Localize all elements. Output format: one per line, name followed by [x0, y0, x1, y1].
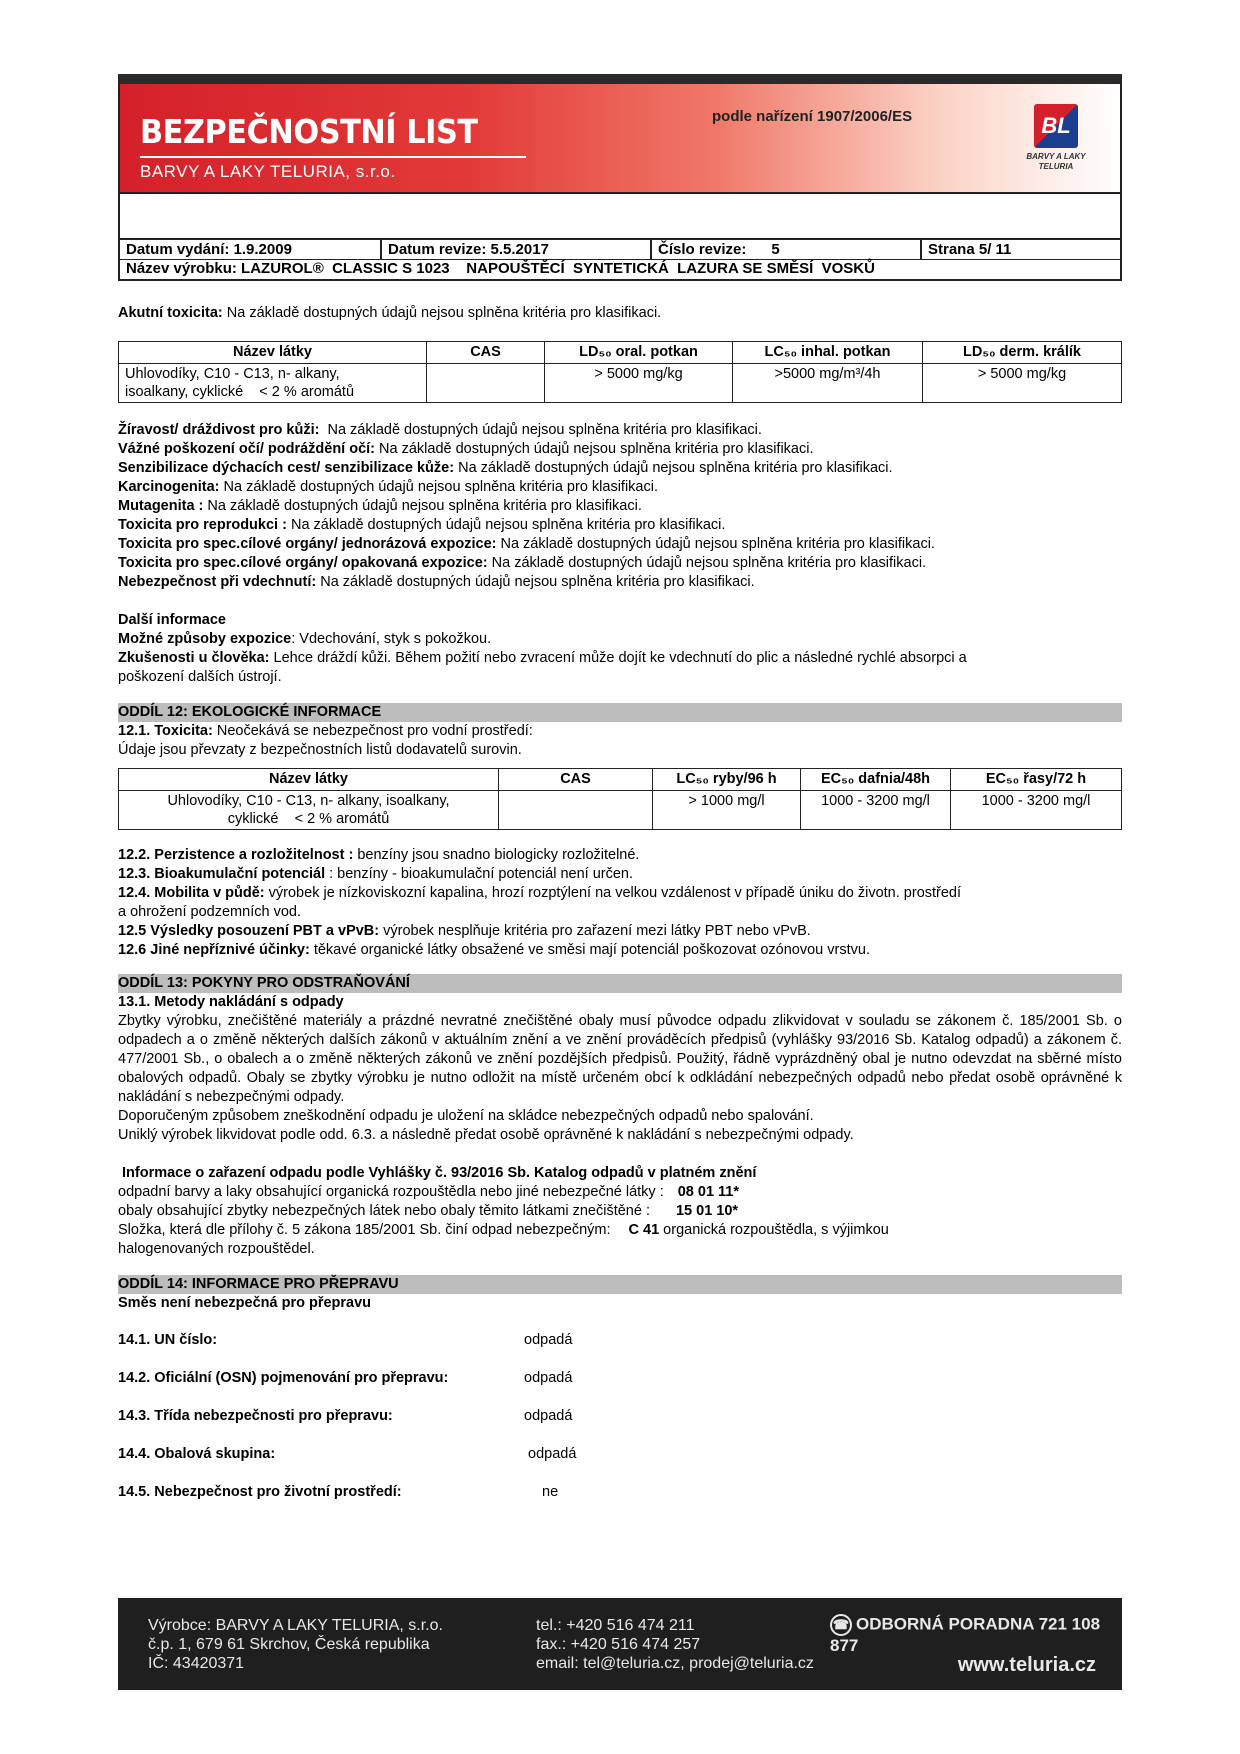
eco-items [118, 846, 1122, 960]
logo-sub2: TELURIA [1038, 162, 1074, 171]
list-item: 14.4. Obalová skupina: odpadá [118, 1446, 577, 1462]
phone-icon: ☎ [830, 1614, 852, 1636]
revision-number: Číslo revize: 5 [652, 240, 922, 259]
list-item: 14.3. Třída nebezpečnosti pro přepravu: odpadá [118, 1408, 573, 1424]
list-item: Mutagenita : Na základě dostupných údajů nejsou splněna kritéria pro klasifikaci. [118, 498, 642, 514]
footer-hotline: ODBORNÁ PORADNA 721 108 877 [830, 1614, 1101, 1655]
list-item: 12.2. Perzistence a rozložitelnost : benzíny jsou snadno biologicky rozložitelné. [118, 847, 640, 863]
section-14-title: ODDÍL 14: INFORMACE PRO PŘEPRAVU [118, 1275, 1122, 1294]
list-item: 12.4. Mobilita v půdě: výrobek je nízkoviskozní kapalina, hrozí rozptýlení na velkou vzdálenost v případě úniku do životn. prostředí [118, 885, 962, 901]
list-item: 14.5. Nebezpečnost pro životní prostředí: ne [118, 1484, 559, 1500]
table-row [119, 364, 1122, 403]
revision-date: Datum revize: 5.5.2017 [382, 240, 652, 259]
disposal-paragraph: Zbytky výrobku, znečištěné materiály a prázdné nevratné znečištěné obaly musí původce odpadu zlikvidovat v souladu se zákonem č. 185/2001 Sb. o odpadech a o změně některých dalších zákonů v aktuálním znění a ve znění prováděcích předpisů (vyhlášky 93/2016 Sb. Katalog odpadů) a zákonem č. 477/2001 Sb., o obalech a o změně některých zákonů ve znění pozdějších předpisů. Použitý, řádně vyprázdněný obal je nutno odevzdat na sběrné místo obalových odpadů. Obaly se zbytky výrobku je nutno odložit na místě určeném obcí k odkládání nebezpečných odpadů nebo předat osobě oprávněné k nakládání s nebezpečnými odpady. [118, 1013, 1122, 1105]
title-underline [140, 156, 526, 158]
lc50-inhal-value: >5000 mg/m³/4h [733, 364, 923, 403]
header-blank-row [118, 194, 1122, 238]
substance-line2: isoalkany, cyklické < 2 % aromátů [125, 384, 355, 400]
footer-tel: tel.: +420 516 474 211 [536, 1617, 695, 1634]
th-ld50-oral: LD₅₀ oral. potkan [545, 342, 733, 364]
hazard-list [118, 421, 1122, 592]
acute-label: Akutní toxicita: [118, 305, 223, 321]
list-item: Žíravost/ dráždivost pro kůži: Na základě dostupných údajů nejsou splněna kritéria pro klasifikaci. [118, 422, 762, 438]
acute-toxicity-table [118, 341, 1122, 403]
document-meta [118, 238, 1122, 281]
list-item: 12.5 Výsledky posouzení PBT a vPvB: výrobek nesplňuje kritéria pro zařazení mezi látky PBT nebo vPvB. [118, 923, 811, 939]
header-banner [118, 74, 1122, 194]
th-cas: CAS [427, 342, 545, 364]
cas-cell [427, 364, 545, 403]
footer-fax: fax.: +420 516 474 257 [536, 1636, 701, 1653]
footer-website[interactable]: www.teluria.cz [957, 1654, 1096, 1676]
list-item: Vážné poškození očí/ podráždění očí: Na základě dostupných údajů nejsou splněna kritéria pro klasifikaci. [118, 441, 814, 457]
issue-date: Datum vydání: 1.9.2009 [120, 240, 382, 259]
company-name: BARVY A LAKY TELURIA, s.r.o. [140, 162, 396, 181]
product-name: Název výrobku: LAZUROL® CLASSIC S 1023 NAPOUŠTĚCÍ SYNTETICKÁ LAZURA SE SMĚSÍ VOSKŮ [126, 260, 875, 277]
list-item: 14.1. UN číslo: odpadá [118, 1332, 573, 1348]
ld50-oral-value: > 5000 mg/kg [545, 364, 733, 403]
regulation-note: podle nařízení 1907/2006/ES [712, 108, 913, 125]
more-info-title: Další informace [118, 612, 226, 628]
waste-code-2: 15 01 10* [675, 1203, 739, 1219]
section-12-title: ODDÍL 12: EKOLOGICKÉ INFORMACE [118, 703, 1122, 722]
logo-sub1: BARVY A LAKY [1026, 152, 1086, 161]
footer-email[interactable]: email: tel@teluria.cz, prodej@teluria.cz [536, 1655, 814, 1672]
section-13-title: ODDÍL 13: POKYNY PRO ODSTRAŇOVÁNÍ [118, 974, 1122, 993]
hazard-component-code: C 41 [628, 1222, 660, 1238]
table-row: Uhlovodíky, C10 - C13, n- alkany, isoalkany, cyklické < 2 % aromátů > 1000 mg/l 1000 - 3200 mg/l 1000 - 3200 mg/l [119, 791, 1122, 830]
list-item: Nebezpečnost při vdechnutí: Na základě dostupných údajů nejsou splněna kritéria pro klasifikaci. [118, 574, 755, 590]
logo-mark: BL [1034, 104, 1078, 148]
list-item: Senzibilizace dýchacích cest/ senzibilizace kůže: Na základě dostupných údajů nejsou splněna kritéria pro klasifikaci. [118, 460, 893, 476]
acute-text: Na základě dostupných údajů nejsou splněna kritéria pro klasifikaci. [222, 305, 662, 321]
footer-address-3: IČ: 43420371 [148, 1655, 245, 1672]
list-item: a ohrožení podzemních vod. [118, 904, 301, 920]
company-logo [1018, 104, 1094, 184]
footer-address-1: Výrobce: BARVY A LAKY TELURIA, s.r.o. [148, 1617, 443, 1634]
list-item: 12.3. Bioakumulační potenciál : benzíny - bioakumulační potenciál není určen. [118, 866, 633, 882]
substance-line1: Uhlovodíky, C10 - C13, n- alkany, [125, 366, 340, 382]
transport-list [118, 1331, 1122, 1521]
th-ld50-derm: LD₅₀ derm. králík [923, 342, 1122, 364]
footer [118, 1598, 1122, 1690]
document-title: BEZPEČNOSTNÍ LIST [140, 112, 478, 151]
waste-code-1: 08 01 11* [677, 1184, 740, 1200]
page-number: Strana 5/ 11 [928, 241, 1012, 258]
th-lc50-inhal: LC₅₀ inhal. potkan [733, 342, 923, 364]
th-name: Název látky [119, 342, 427, 364]
ld50-derm-value: > 5000 mg/kg [923, 364, 1122, 403]
list-item: 12.6 Jiné nepříznivé účinky: těkavé organické látky obsažené ve směsi mají potenciál poškozovat ozónovou vrstvu. [118, 942, 870, 958]
list-item: Toxicita pro spec.cílové orgány/ jednorázová expozice: Na základě dostupných údajů nejsou splněna kritéria pro klasifikaci. [118, 536, 935, 552]
catalog-title: Informace o zařazení odpadu podle Vyhlášky č. 93/2016 Sb. Katalog odpadů v platném znění [122, 1165, 757, 1181]
list-item: Toxicita pro spec.cílové orgány/ opakovaná expozice: Na základě dostupných údajů nejsou splněna kritéria pro klasifikaci. [118, 555, 927, 571]
list-item: Karcinogenita: Na základě dostupných údajů nejsou splněna kritéria pro klasifikaci. [118, 479, 658, 495]
content: Akutní toxicita: Na základě dostupných údajů nejsou splněna kritéria pro klasifikaci. Název látky CAS LD₅₀ oral. potkan LC₅₀ inhal. potkan LD₅₀ derm. králík Uhlovodíky, C10 - C13, n- alkany, isoalkany, cyklické < 2 % aromátů > 5000 mg/kg >5000 mg/m³/4h > 5000 mg/kg Žíravost/ dráždivost pro kůži: Na základě dostupných údajů nejsou splněna kritéria pro klasifikaci. Vážné poškození očí/ podráždění očí: Na základě dostupných údajů nejsou splněna kritéria pro klasifikaci. Senzibilizace dýchacích cest/ senzibilizace kůže: Na základě dostupných údajů nejsou splněna kritéria pro klasifikaci. Karcinogenita: Na základě dostupných údajů nejsou splněna kritéria pro klasifikaci. Mutagenita : Na základě dostupných údajů nejsou splněna kritéria pro klasifikaci. Toxicita pro reprodukci : Na základě dostupných údajů nejsou splněna kritéria pro klasifikaci. Toxicita pro spec.cílové orgány/ jednorázová expozice: Na základě dostupných údajů nejsou splněna kritéria pro klasifikaci. Toxicita pro spec.cílové orgány/ opakovaná expozice: Na základě dostupných údajů nejsou splněna kritéria pro klasifikaci. Nebezpečnost při vdechnutí: Na základě dostupných údajů nejsou splněna kritéria pro klasifikaci. Další informace Možné způsoby expozice: Vdechování, styk s pokožkou. Zkušenosti u člověka: Lehce dráždí kůži. Během požití nebo zvracení může dojít ke vdechnutí do plic a následné rychlé absorpci a poškození dalších ústrojí. ODDÍL 12: EKOLOGICKÉ INFORMACE 12.1. Toxicita: Neočekává se nebezpečnost pro vodní prostředí: Údaje jsou převzaty z bezpečnostních listů dodavatelů surovin. Název látky CAS LC₅₀ ryby/96 h EC₅₀ dafnia/48h EC₅₀ řasy/72 h Uhlovodíky, C10 - C13, n- alkany, isoalkany, cyklické < 2 % aromátů > 1000 mg/l 1000 - 3200 mg/l 1000 - 3200 mg/l 12.2. Perzistence a rozložitelnost : benzíny jsou snadno biologicky rozložitelné. 12.3. Bioakumulační potenciál : benzíny - bioakumulační potenciál není určen. 12.4. Mobilita v půdě: výrobek je nízkoviskozní kapalina, hrozí rozptýlení na velkou vzdálenost v případě úniku do životn. prostředí a ohrožení podzemních vod. 12.5 Výsledky posouzení PBT a vPvB: výrobek nesplňuje kritéria pro zařazení mezi látky PBT nebo vPvB. 12.6 Jiné nepříznivé účinky: těkavé organické látky obsažené ve směsi mají potenciál poškozovat ozónovou vrstvu. ODDÍL 13: POKYNY PRO ODSTRAŇOVÁNÍ 13.1. Metody nakládání s odpady Zbytky výrobku, znečištěné materiály a prázdné nevratné znečištěné obaly musí původce odpadu zlikvidovat v souladu se zákonem č. 185/2001 Sb. o odpadech a o změně některých dalších zákonů v aktuálním znění a ve znění prováděcích předpisů (vyhlášky 93/2016 Sb. Katalog odpadů) a zákonem č. 477/2001 Sb., o obalech a o změně některých zákonů ve znění pozdějších předpisů. Použitý, řádně vyprázdněný obal je nutno odevzdat na sběrné místo obalových odpadů. Obaly se zbytky výrobku je nutno odložit na místě určeném obcí k odkládání nebezpečných odpadů nebo předat osobě oprávněné k nakládání s nebezpečnými odpady. Doporučeným způsobem zneškodnění odpadu je uložení na skládce nebezpečných odpadů nebo spalování. Uniklý výrobek likvidovat podle odd. 6.3. a následně předat osobě oprávněné k nakládání s nebezpečnými odpady. Informace o zařazení odpadu podle Vyhlášky č. 93/2016 Sb. Katalog odpadů v platném znění odpadní barvy a laky obsahující organická rozpouštědla nebo jiné nebezpečné látky : 08 01 11* obaly obsahující zbytky nebezpečných látek nebo obaly těmito látkami znečištěné : 15 01 10* Složka, která dle přílohy č. 5 zákona 185/2001 Sb. činí odpad nebezpečným: C 41 organická rozpouštědla, s výjimkou halogenovaných rozpouštědel. ODDÍL 14: INFORMACE PRO PŘEPRAVU Směs není nebezpečná pro přepravu 14.1. UN číslo: odpadá 14.2. Oficiální (OSN) pojmenování pro přepravu: odpadá 14.3. Třída nebezpečnosti pro přepravu: odpadá 14.4. Obalová skupina: odpadá 14.5. Nebezpečnost pro životní prostředí: ne [118, 294, 1122, 1521]
document-page [118, 74, 1122, 1690]
more-info: Další informace Možné způsoby expozice: Vdechování, styk s pokožkou. Zkušenosti u člověka: Lehce dráždí kůži. Během požití nebo zvracení může dojít ke vdechnutí do plic a následné rychlé absorpci a poškození dalších ústrojí. [118, 612, 967, 685]
footer-address-2: č.p. 1, 679 61 Skrchov, Česká republika [148, 1636, 430, 1653]
ecotoxicity-table: Název látky CAS LC₅₀ ryby/96 h EC₅₀ dafnia/48h EC₅₀ řasy/72 h Uhlovodíky, C10 - C13, n- alkany, isoalkany, cyklické < 2 % aromátů > 1000 mg/l 1000 - 3200 mg/l 1000 - 3200 mg/l [118, 768, 1122, 830]
list-item: 14.2. Oficiální (OSN) pojmenování pro přepravu: odpadá [118, 1370, 573, 1386]
list-item: Toxicita pro reprodukci : Na základě dostupných údajů nejsou splněna kritéria pro klasifikaci. [118, 517, 726, 533]
